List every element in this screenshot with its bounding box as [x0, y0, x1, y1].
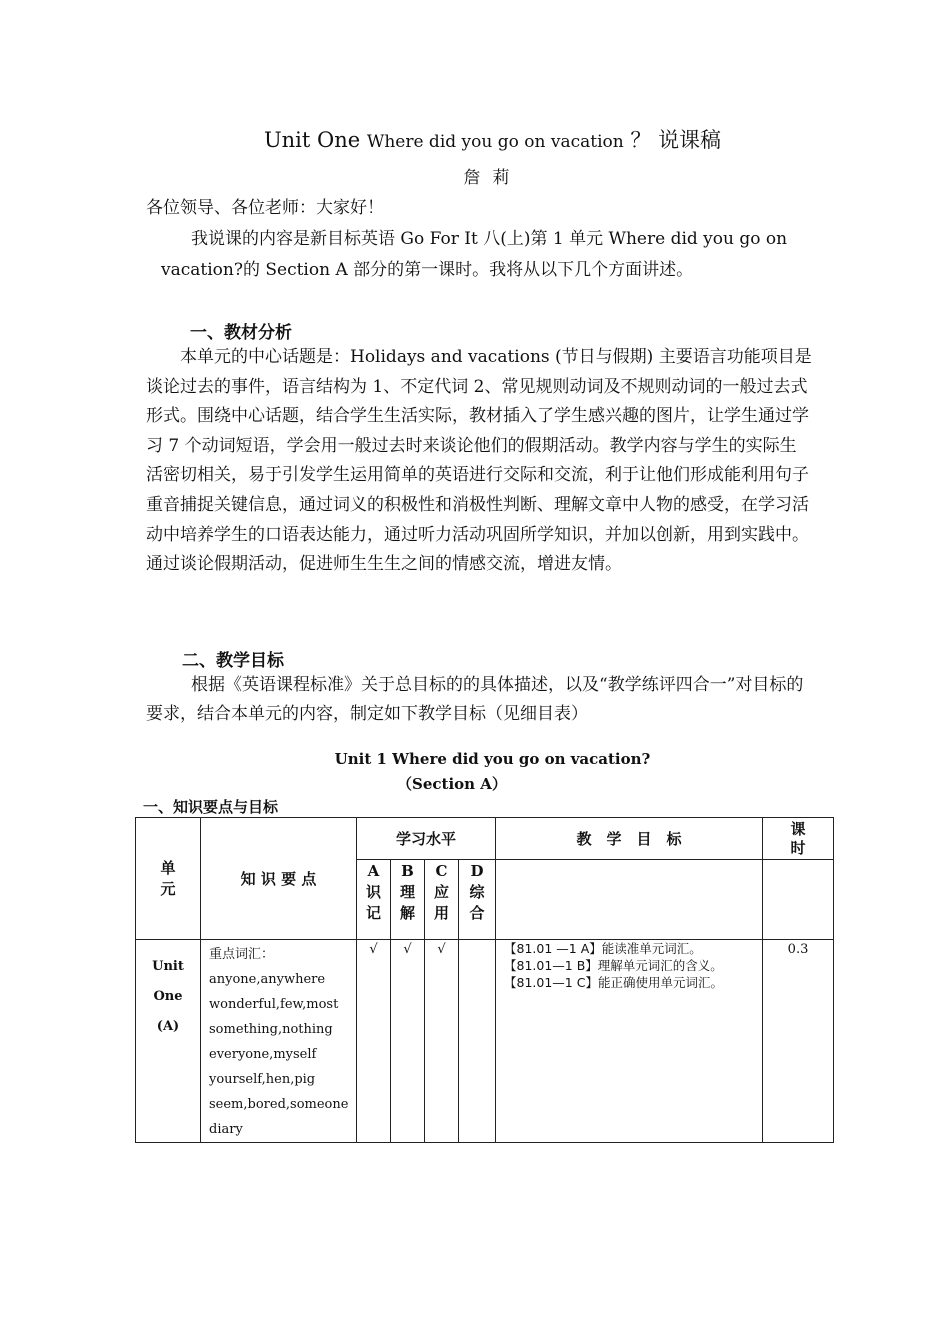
row-unit-line-1: Unit: [152, 959, 184, 974]
check-a: √: [357, 940, 391, 1143]
vocab-line: something,nothing: [209, 1022, 333, 1037]
level-d-letter: D: [470, 862, 484, 880]
row-hours: 0.3: [763, 940, 834, 1143]
header-points: [201, 818, 357, 940]
objectives-table: [135, 817, 834, 1143]
header-unit-text: 单元: [160, 858, 176, 898]
goal-line: 【81.01 —1 A】能读准单元词汇。: [504, 941, 702, 956]
header-hours: [763, 818, 834, 860]
vocab-line: anyone,anywhere: [209, 972, 326, 987]
level-b-char1: 理: [399, 883, 415, 901]
section2-body: 根据《英语课程标准》关于总目标的的具体描述，以及“教学练评四合一”对目标的要求，结合本单元的内容，制定如下教学目标（见细目表）: [146, 675, 804, 724]
goal-line: 【81.01—1 B】理解单元词汇的含义。: [504, 958, 723, 973]
header-hours-text: 课时: [790, 819, 806, 857]
level-d: [459, 860, 496, 940]
header-unit: [136, 818, 201, 940]
row-unit-line-3: (A): [156, 1019, 180, 1034]
check-b: √: [391, 940, 425, 1143]
header-goals-text: 教 学 目 标: [576, 830, 682, 848]
intro-line-1: 我说课的内容是新目标英语 Go For It 八(上)第 1 单元 Where did you go on: [191, 229, 788, 249]
header-points-text: 知 识 要 点: [240, 870, 317, 888]
header-level-text: 学习水平: [396, 830, 457, 848]
level-b: [391, 860, 425, 940]
level-c-char1: 应: [433, 883, 449, 901]
header-hours-blank: [763, 860, 834, 940]
vocab-line: yourself,hen,pig: [209, 1072, 316, 1087]
table-title: Unit 1 Where did you go on vacation?: [334, 750, 651, 768]
header-goals: [496, 818, 763, 860]
table-section: （Section A）: [397, 775, 507, 793]
document-title: [0, 124, 950, 154]
table-label: 一、知识要点与目标: [143, 798, 279, 816]
level-c: [425, 860, 459, 940]
vocab-line: seem,bored,someone: [209, 1097, 349, 1112]
level-a: [357, 860, 391, 940]
author: 詹莉: [463, 168, 522, 188]
level-a-char2: 记: [365, 904, 381, 922]
vocab-title: 重点词汇：: [209, 947, 275, 962]
section2-heading: 二、教学目标: [182, 651, 284, 671]
level-c-char2: 用: [433, 904, 449, 922]
row-goals: [496, 940, 763, 1143]
level-d-char1: 综: [469, 883, 485, 901]
section1-heading: 一、教材分析: [190, 323, 292, 343]
level-b-char2: 解: [399, 904, 415, 922]
title-question-mark: ？: [630, 128, 652, 152]
title-unit: Unit One: [263, 128, 361, 152]
intro-line-2: vacation?的 Section A 部分的第一课时。我将从以下几个方面讲述。: [161, 260, 694, 280]
row-unit-line-2: One: [153, 989, 183, 1004]
row-vocab: [201, 940, 357, 1143]
title-suffix: 说课稿: [658, 128, 722, 152]
check-d: [459, 940, 496, 1143]
header-goals-blank: [496, 860, 763, 940]
row-unit: [136, 940, 201, 1143]
vocab-line: everyone,myself: [209, 1047, 317, 1062]
vocab-line: wonderful,few,most: [209, 997, 339, 1012]
level-d-char2: 合: [469, 904, 485, 922]
level-a-char1: 识: [365, 883, 381, 901]
greeting: 各位领导、各位老师：大家好！: [146, 198, 384, 218]
vocab-line: diary: [209, 1122, 243, 1137]
goal-line: 【81.01—1 C】能正确使用单元词汇。: [504, 975, 723, 990]
section1-body: 本单元的中心话题是：Holidays and vacations (节日与假期) 主要语言功能项目是谈论过去的事件，语言结构为 1、不定代词 2、常见规则动词及不规则动词的一般过去式形式。围绕中心话题，结合学生生活实际，教材插入了学生感兴趣的图片，让学生通过学习 7 个动词短语，学会用一般过去时来谈论他们的假期活动。教学内容与学生的实际生活密切相关，易于引发学生运用简单的英语进行交际和交流，利于让他们形成能利用句子重音捕捉关键信息，通过词义的积极性和消极性判断、理解文章中人物的感受，在学习活动中培养学生的口语表达能力，通过听力活动巩固所学知识，并加以创新，用到实践中。通过谈论假期活动，促进师生生生之间的情感交流，增进友情。: [146, 347, 812, 575]
title-question: Where did you go on vacation: [366, 132, 624, 152]
header-level: [357, 818, 496, 860]
level-a-letter: A: [367, 862, 380, 880]
check-c: √: [425, 940, 459, 1143]
level-c-letter: C: [435, 862, 448, 880]
level-b-letter: B: [401, 862, 414, 880]
